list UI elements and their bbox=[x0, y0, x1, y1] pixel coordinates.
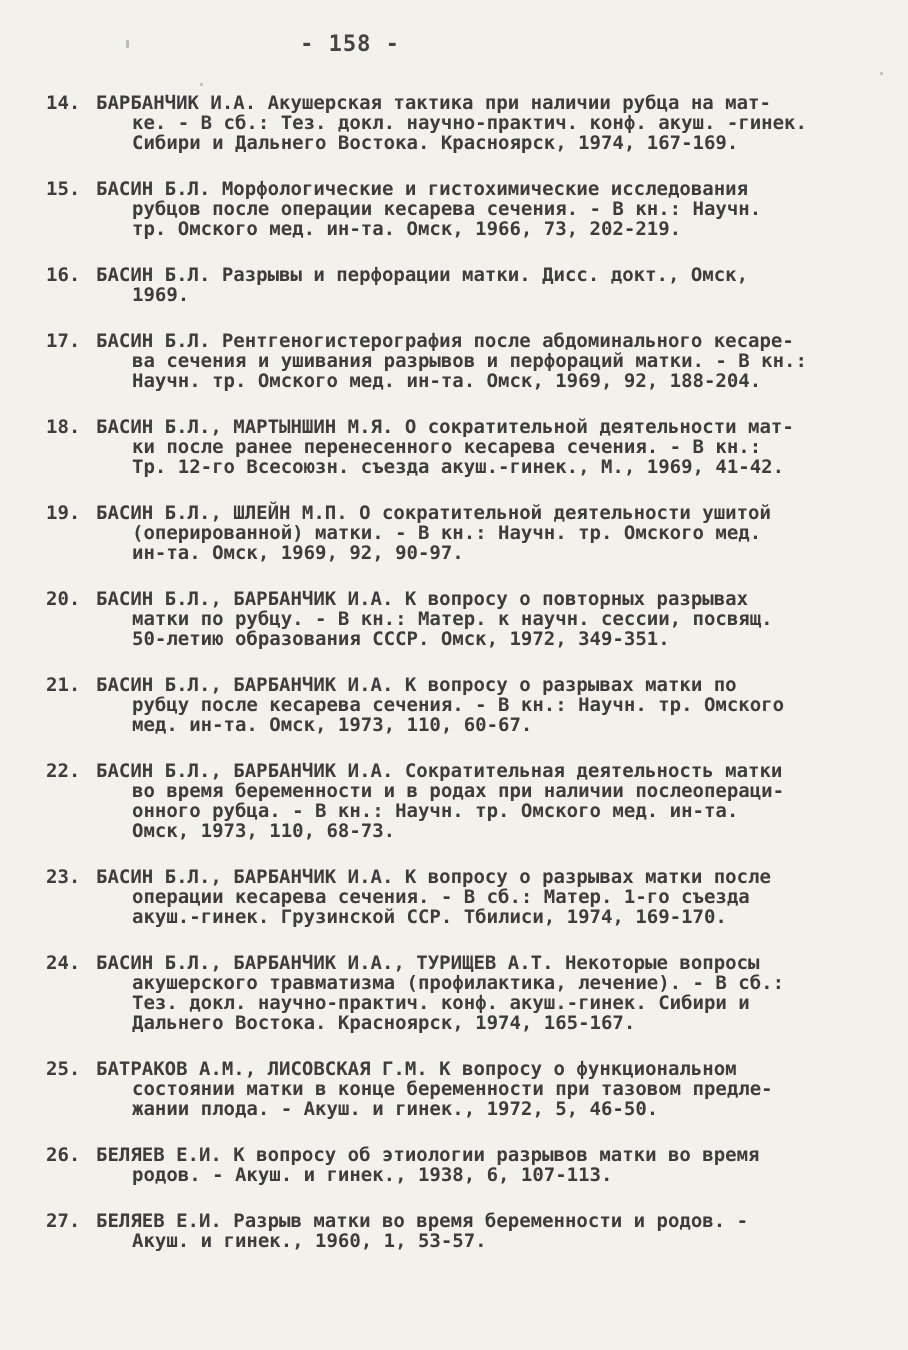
scan-speck bbox=[200, 83, 203, 86]
reference-line: БАСИН Б.Л., ШЛЕЙН М.П. О сократительной деятельности ушитой bbox=[96, 502, 771, 524]
reference-line: матки по рубцу. - В кн.: Матер. к научн. сессии, посвящ. bbox=[132, 608, 773, 630]
reference-text bbox=[96, 589, 856, 649]
reference-line: жании плода. - Акуш. и гинек., 1972, 5, 46-50. bbox=[132, 1098, 659, 1120]
reference-line: ин-та. Омск, 1969, 92, 90-97. bbox=[132, 542, 464, 564]
reference-text bbox=[96, 1059, 856, 1119]
reference-entry bbox=[46, 675, 856, 735]
reference-line: БАСИН Б.Л., МАРТЫНШИН М.Я. О сократительной деятельности мат- bbox=[96, 416, 794, 438]
reference-line: БАСИН Б.Л. Морфологические и гистохимические исследования bbox=[96, 178, 749, 200]
reference-line: Акуш. и гинек., 1960, 1, 53-57. bbox=[132, 1230, 487, 1252]
reference-line: ва сечения и ушивания разрывов и перфораций матки. - В кн.: bbox=[132, 350, 807, 372]
reference-line: БАСИН Б.Л., БАРБАНЧИК И.А. К вопросу о разрывах матки по bbox=[96, 674, 737, 696]
reference-line: Омск, 1973, 110, 68-73. bbox=[132, 820, 396, 842]
reference-list bbox=[46, 93, 856, 1277]
reference-line: (оперированной) матки. - В кн.: Научн. тр. Омского мед. bbox=[132, 522, 762, 544]
reference-entry bbox=[46, 867, 856, 927]
reference-entry bbox=[46, 589, 856, 649]
page-number: - 158 - bbox=[300, 32, 400, 57]
reference-text bbox=[96, 265, 856, 305]
reference-line: БАСИН Б.Л., БАРБАНЧИК И.А., ТУРИЩЕВ А.Т. Некоторые вопросы bbox=[96, 952, 760, 974]
reference-line: акушерского травматизма (профилактика, лечение). - В сб.: bbox=[132, 972, 785, 994]
reference-entry bbox=[46, 331, 856, 391]
reference-text bbox=[96, 331, 856, 391]
reference-number: 23. bbox=[46, 866, 81, 888]
reference-text bbox=[96, 179, 856, 239]
reference-line: Тр. 12-го Всесоюзн. съезда акуш.-гинек., М., 1969, 41-42. bbox=[132, 456, 785, 478]
reference-text bbox=[96, 953, 856, 1033]
reference-number: 15. bbox=[46, 178, 81, 200]
reference-line: 1969. bbox=[132, 284, 190, 306]
reference-line: родов. - Акуш. и гинек., 1938, 6, 107-113. bbox=[132, 1164, 613, 1186]
reference-line: Тез. докл. научно-практич. конф. акуш.-гинек. Сибири и bbox=[132, 992, 750, 1014]
reference-line: онного рубца. - В кн.: Научн. тр. Омского мед. ин-та. bbox=[132, 800, 739, 822]
reference-line: операции кесарева сечения. - В сб.: Матер. 1-го съезда bbox=[132, 886, 750, 908]
reference-line: рубцов после операции кесарева сечения. - В кн.: Научн. bbox=[132, 198, 762, 220]
scan-speck bbox=[126, 40, 129, 48]
reference-line: БАСИН Б.Л. Разрывы и перфорации матки. Дисс. докт., Омск, bbox=[96, 264, 749, 286]
reference-line: ке. - В сб.: Тез. докл. научно-практич. конф. акуш. -гинек. bbox=[132, 112, 807, 134]
reference-entry bbox=[46, 1059, 856, 1119]
reference-entry bbox=[46, 179, 856, 239]
reference-number: 16. bbox=[46, 264, 81, 286]
reference-text bbox=[96, 503, 856, 563]
reference-line: Дальнего Востока. Красноярск, 1974, 165-167. bbox=[132, 1012, 636, 1034]
reference-entry bbox=[46, 265, 856, 305]
reference-line: мед. ин-та. Омск, 1973, 110, 60-67. bbox=[132, 714, 533, 736]
reference-line: тр. Омского мед. ин-та. Омск, 1966, 73, 202-219. bbox=[132, 218, 682, 240]
reference-line: БАСИН Б.Л., БАРБАНЧИК И.А. К вопросу о разрывах матки после bbox=[96, 866, 771, 888]
reference-number: 25. bbox=[46, 1058, 81, 1080]
reference-number: 14. bbox=[46, 92, 81, 114]
reference-text bbox=[96, 761, 856, 841]
reference-line: БАРБАНЧИК И.А. Акушерская тактика при наличии рубца на мат- bbox=[96, 92, 771, 114]
reference-text bbox=[96, 1211, 856, 1251]
reference-line: БАСИН Б.Л., БАРБАНЧИК И.А. Сократительная деятельность матки bbox=[96, 760, 783, 782]
reference-line: БАТРАКОВ А.М., ЛИСОВСКАЯ Г.М. К вопросу о функциональном bbox=[96, 1058, 737, 1080]
reference-text bbox=[96, 675, 856, 735]
reference-line: акуш.-гинек. Грузинской ССР. Тбилиси, 1974, 169-170. bbox=[132, 906, 727, 928]
reference-text bbox=[96, 93, 856, 153]
reference-entry bbox=[46, 417, 856, 477]
reference-entry bbox=[46, 503, 856, 563]
reference-number: 19. bbox=[46, 502, 81, 524]
reference-entry bbox=[46, 761, 856, 841]
reference-line: состоянии матки в конце беременности при тазовом предле- bbox=[132, 1078, 773, 1100]
reference-line: Сибири и Дальнего Востока. Красноярск, 1974, 167-169. bbox=[132, 132, 739, 154]
reference-text bbox=[96, 1145, 856, 1185]
reference-entry bbox=[46, 1211, 856, 1251]
reference-entry bbox=[46, 1145, 856, 1185]
reference-number: 26. bbox=[46, 1144, 81, 1166]
reference-line: БЕЛЯЕВ Е.И. Разрыв матки во время беременности и родов. - bbox=[96, 1210, 749, 1232]
reference-line: 50-летию образования СССР. Омск, 1972, 349-351. bbox=[132, 628, 670, 650]
reference-number: 22. bbox=[46, 760, 81, 782]
reference-number: 18. bbox=[46, 416, 81, 438]
reference-number: 27. bbox=[46, 1210, 81, 1232]
reference-number: 17. bbox=[46, 330, 81, 352]
reference-line: БАСИН Б.Л. Рентгеногистерография после абдоминального кесаре- bbox=[96, 330, 794, 352]
reference-text bbox=[96, 867, 856, 927]
reference-text bbox=[96, 417, 856, 477]
reference-line: ки после ранее перенесенного кесарева сечения. - В кн.: bbox=[132, 436, 762, 458]
reference-number: 21. bbox=[46, 674, 81, 696]
reference-number: 20. bbox=[46, 588, 81, 610]
scan-speck bbox=[880, 72, 883, 75]
reference-line: рубцу после кесарева сечения. - В кн.: Научн. тр. Омского bbox=[132, 694, 785, 716]
reference-line: БАСИН Б.Л., БАРБАНЧИК И.А. К вопросу о повторных разрывах bbox=[96, 588, 749, 610]
reference-number: 24. bbox=[46, 952, 81, 974]
reference-entry bbox=[46, 93, 856, 153]
reference-line: Научн. тр. Омского мед. ин-та. Омск, 1969, 92, 188-204. bbox=[132, 370, 762, 392]
reference-entry bbox=[46, 953, 856, 1033]
reference-line: во время беременности и в родах при наличии послеопераци- bbox=[132, 780, 785, 802]
reference-line: БЕЛЯЕВ Е.И. К вопросу об этиологии разрывов матки во время bbox=[96, 1144, 760, 1166]
